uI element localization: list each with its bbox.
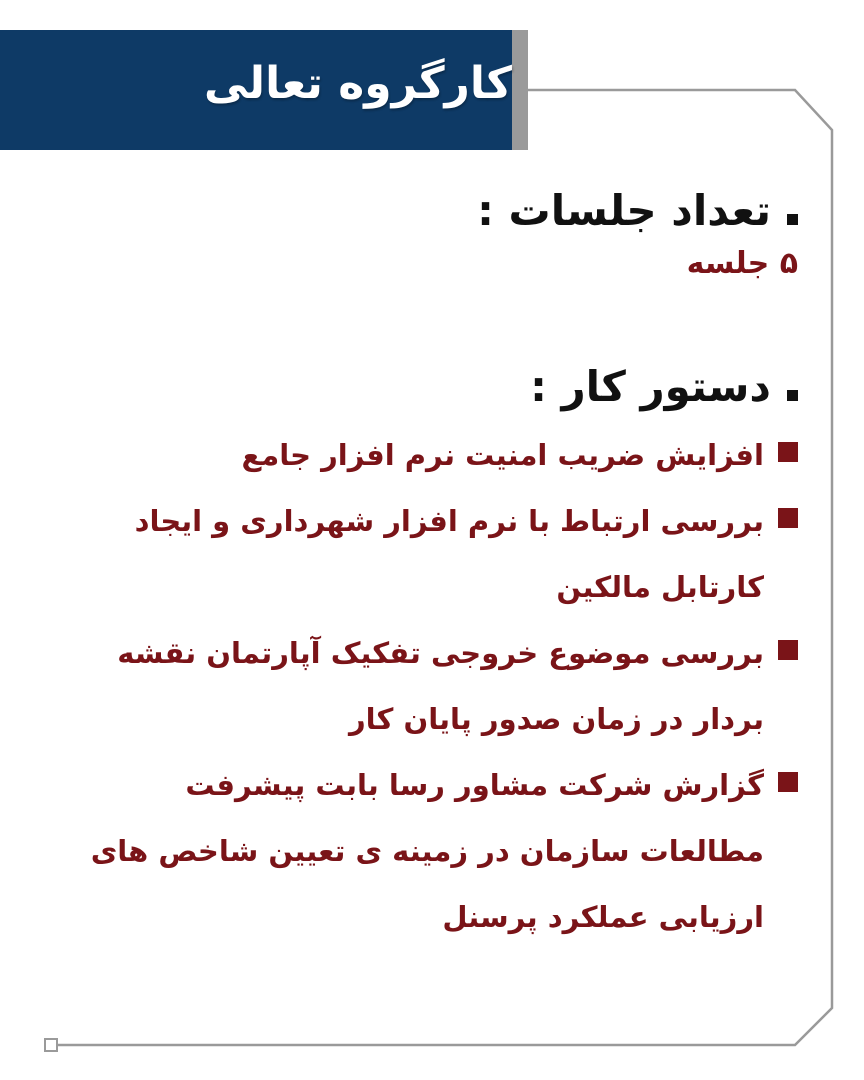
- meetings-heading: [58, 180, 798, 242]
- agenda-item-text: بررسی موضوع خروجی تفکیک آپارتمان نقشه بردار در زمان صدور پایان کار: [117, 636, 764, 736]
- agenda-section: [58, 356, 798, 950]
- agenda-bullet-icon: [778, 772, 798, 792]
- agenda-item-text: بررسی ارتباط با نرم افزار شهرداری و ایجاد کارتابل مالکین: [134, 504, 764, 604]
- agenda-list: [58, 422, 798, 950]
- bullet-square-icon: [787, 390, 798, 401]
- agenda-bullet-icon: [778, 640, 798, 660]
- meetings-section: [58, 180, 798, 286]
- agenda-item-text: افزایش ضریب امنیت نرم افزار جامع: [241, 438, 764, 472]
- agenda-heading-text: دستور کار :: [530, 362, 771, 411]
- bullet-square-icon: [787, 214, 798, 225]
- agenda-heading: [58, 356, 798, 418]
- meetings-heading-text: تعداد جلسات :: [477, 186, 771, 235]
- frame-end-square-icon: [44, 1038, 58, 1052]
- slide-content: [58, 180, 798, 950]
- agenda-bullet-icon: [778, 508, 798, 528]
- agenda-item: [58, 422, 798, 488]
- agenda-item: [58, 488, 798, 620]
- agenda-item-text: گزارش شرکت مشاور رسا بابت پیشرفت مطالعات سازمان در زمینه ی تعیین شاخص های ارزیابی عملکرد پرسنل: [90, 768, 764, 934]
- slide-title: کارگروه تعالی: [204, 58, 512, 109]
- agenda-item: [58, 620, 798, 752]
- meetings-count: ۵ جلسه: [686, 246, 798, 281]
- agenda-item: [58, 752, 798, 950]
- title-banner-edge: [512, 30, 528, 150]
- agenda-bullet-icon: [778, 442, 798, 462]
